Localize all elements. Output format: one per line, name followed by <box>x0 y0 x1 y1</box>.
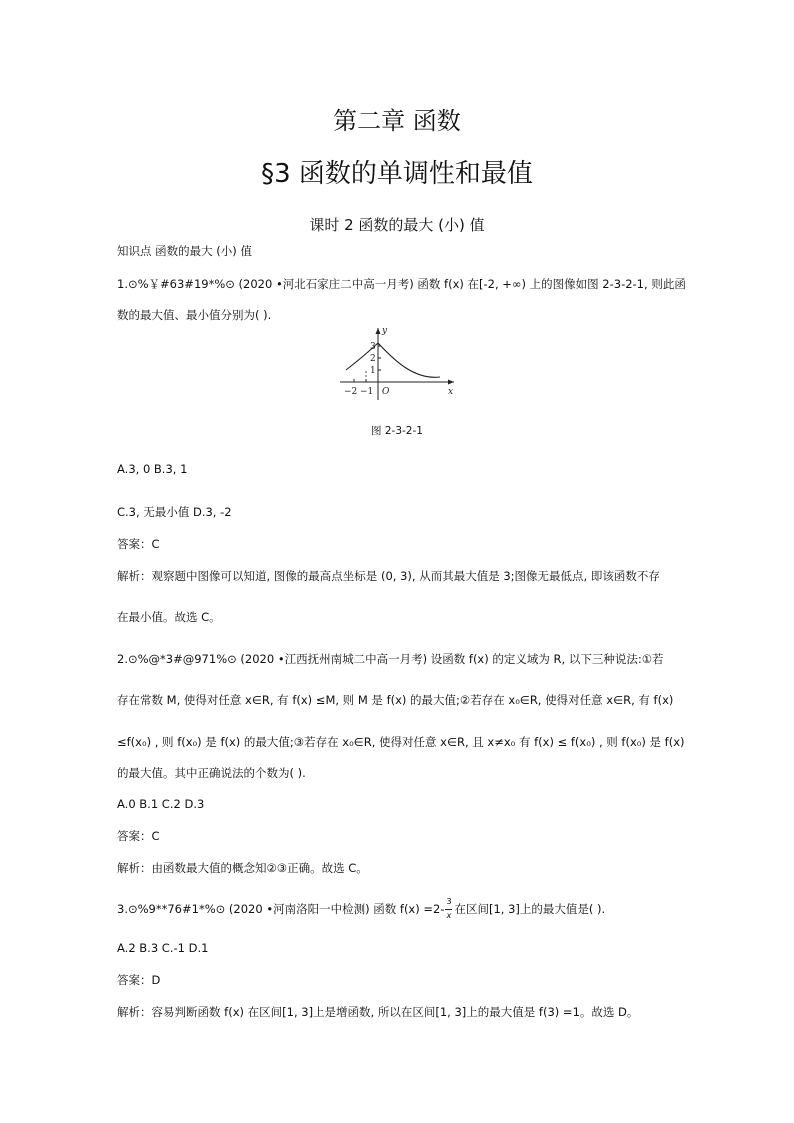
q1-analysis-line2: 在最小值。故选 C。 <box>117 610 221 624</box>
q3-analysis: 解析：容易判断函数 f(x) 在区间[1, 3]上是增函数, 所以在区间[1, 3]上的最大值是 f(3) =1。故选 D。 <box>117 1005 639 1019</box>
y-axis-arrow-icon <box>376 328 381 334</box>
x-tick-neg1: −1 <box>360 387 374 397</box>
origin-label: O <box>382 387 390 397</box>
y-tick-3: 3 <box>370 342 376 352</box>
chapter-title: 第二章 函数 <box>333 107 461 135</box>
q2-analysis: 解析：由函数最大值的概念知②③正确。故选 C。 <box>117 861 368 875</box>
q2-stem-line1: 2.⊙%@*3#@971%⊙ (2020 •江西抚州南城二中高一月考) 设函数 f(x) 的定义域为 R, 以下三种说法:①若 <box>117 652 664 666</box>
section-title: §3 函数的单调性和最值 <box>261 159 533 189</box>
q1-options-cd: C.3, 无最小值 D.3, -2 <box>117 505 232 519</box>
curve-falling <box>378 343 440 377</box>
q1-answer: 答案：C <box>117 537 160 551</box>
q2-stem-line2: 存在常数 M, 使得对任意 x∈R, 有 f(x) ≤M, 则 M 是 f(x) 的最大值;②若存在 x₀∈R, 使得对任意 x∈R, 有 f(x) <box>117 693 674 707</box>
x-axis-label: x <box>448 387 454 397</box>
q3-stem-post: 在区间[1, 3]上的最大值是( ). <box>454 902 606 916</box>
q3-options: A.2 B.3 C.-1 D.1 <box>117 941 209 955</box>
lesson-title: 课时 2 函数的最大 (小) 值 <box>309 216 485 234</box>
q3-fraction-denominator: x <box>446 910 452 920</box>
q1-options-ab: A.3, 0 B.3, 1 <box>117 462 188 476</box>
y-tick-2: 2 <box>370 354 376 364</box>
q2-stem-line3: ≤f(x₀) , 则 f(x₀) 是 f(x) 的最大值;③若存在 x₀∈R, 使得对任意 x∈R, 且 x≠x₀ 有 f(x) ≤ f(x₀) , 则 f(x₀) 是 f(x) <box>117 735 685 749</box>
q1-function-graph <box>334 322 464 402</box>
q3-fraction-numerator: 3 <box>446 896 452 906</box>
q3-fraction <box>444 896 454 920</box>
figure-caption: 图 2-3-2-1 <box>371 425 423 437</box>
x-tick-neg2: −2 <box>344 387 358 397</box>
q3-stem-pre: 3.⊙%9**76#1*%⊙ (2020 •河南洛阳一中检测) 函数 f(x) =2- <box>117 902 445 916</box>
knowledge-point-heading: 知识点 函数的最大 (小) 值 <box>117 244 252 258</box>
q3-answer: 答案：D <box>117 973 161 987</box>
q1-analysis-line1: 解析：观察题中图像可以知道, 图像的最高点坐标是 (0, 3), 从而其最大值是 3;图像无最低点, 即该函数不存 <box>117 569 660 583</box>
q2-stem-line4: 的最大值。其中正确说法的个数为( ). <box>117 766 306 780</box>
y-tick-1: 1 <box>370 366 376 376</box>
q1-stem-line2: 数的最大值、最小值分别为( ). <box>117 308 272 322</box>
q2-answer: 答案：C <box>117 829 160 843</box>
x-axis-arrow-icon <box>448 380 454 385</box>
q3-stem <box>117 896 606 920</box>
q2-options: A.0 B.1 C.2 D.3 <box>117 797 205 811</box>
y-axis-label: y <box>382 326 388 336</box>
q1-stem-line1: 1.⊙%￥#63#19*%⊙ (2020 •河北石家庄二中高一月考) 函数 f(x) 在[-2, +∞) 上的图像如图 2-3-2-1, 则此函 <box>117 277 686 291</box>
